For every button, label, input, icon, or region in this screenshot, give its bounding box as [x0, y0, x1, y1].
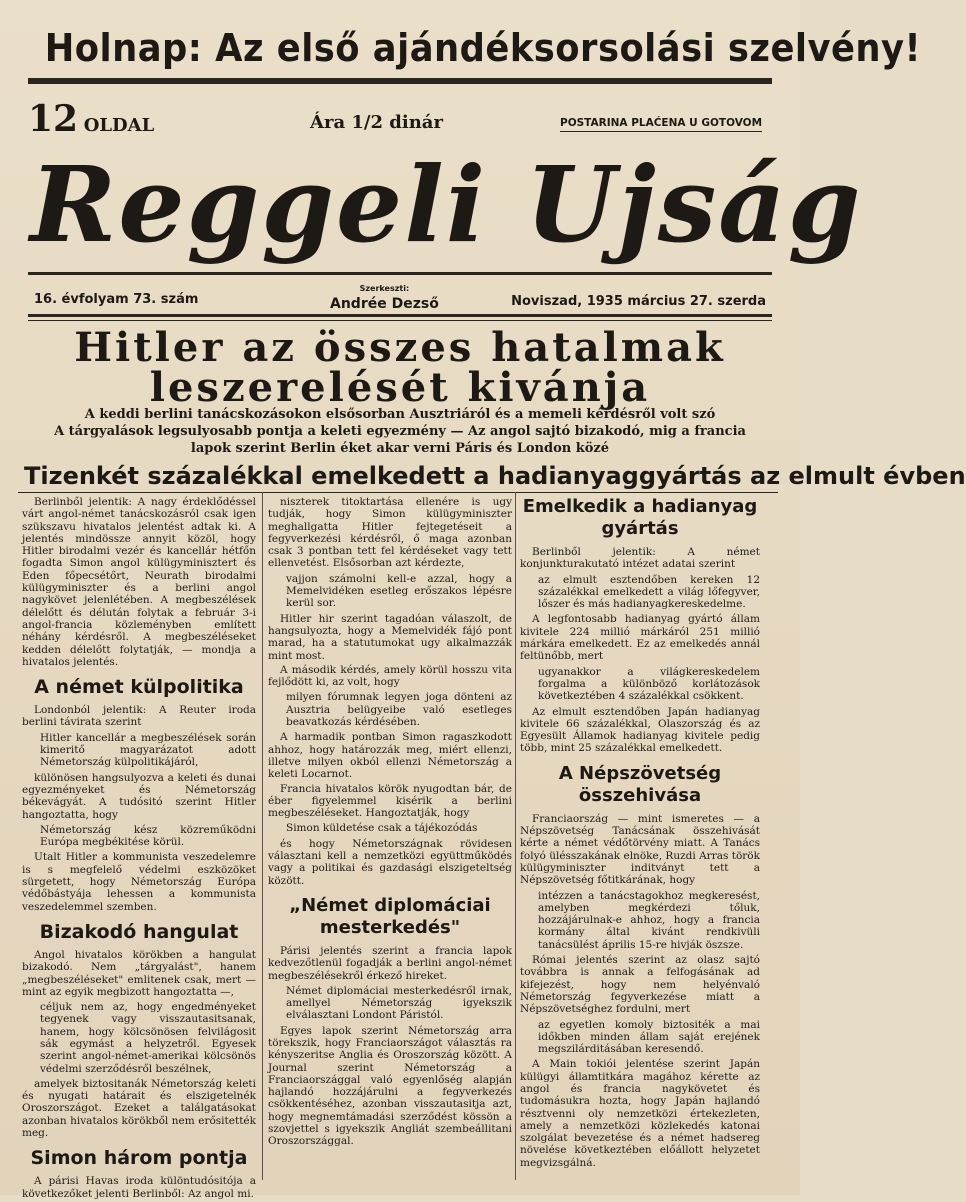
article-quote: Simon küldetése csak a tájékozódás: [286, 822, 478, 835]
section-heading: Emelkedik a hadianyag gyártás: [522, 496, 758, 539]
price: Ára 1/2 dinár: [310, 112, 443, 133]
section-heading: A Népszövetség összehivása: [558, 762, 722, 806]
column-divider-2: [515, 492, 516, 1180]
article-paragraph: A Main tokiói jelentése szerint Japán külügyi államtitkára magához kérette az angol és francia nagykövetet és tudomásukra hozta, hogy Japán hajlandó résztvenni oly nemzetközi értekezleten, amely a nemzetközi közlekedés katonai szolgálat bevezetése és a német hadsereg növelése következtében előállott helyzetet megvizsgálná.: [520, 1058, 760, 1169]
article-paragraph: Franciaország — mint ismeretes — a Népszövetség Tanácsának összehivását kérte a német védőtörvény miatt. A Tanács folyó ülésszakának elnöke, Ruzdi Arras török külügyminiszter inditványt tett a Népszövetség főtitkárának, hogy: [520, 812, 760, 887]
editor-name: Andrée Dezső: [330, 296, 439, 312]
section-heading: „Német diplomáciai mesterkedés": [289, 894, 491, 938]
column-2: [268, 496, 512, 1150]
article-quote: ugyanakkor a világkereskedelem forgalma a különböző korlátozások következtében 4 százalékkal csökkent.: [538, 665, 760, 703]
main-subheadline: [20, 406, 780, 457]
article-paragraph: Utalt Hitler a kommunista veszedelemre is s megfelelő védelmi eszközöket sürgetett, hogy Németország Európa védőbástyája lehessen a kommunista veszedelemmel szemben.: [22, 851, 256, 913]
article-paragraph: Római jelentés szerint az olasz sajtó továbbra is annak a felfogásának ad kifejezést, hogy nem helyénvaló Németország fegyverkezése miatt a Népszövetséghez fordulni, mert: [520, 954, 760, 1016]
article-paragraph: amelyek biztositanák Németország keleti és nyugati határait és elszigetelnék Oroszországot. Ezeket a találgatásokat azonban hivatalos körökből nem erősitették meg.: [22, 1077, 256, 1140]
editor-label: Szerkeszti:: [359, 284, 410, 293]
page-count-unit: OLDAL: [83, 115, 155, 136]
article-paragraph: Berlinből jelentik: A nagy érdeklődéssel várt angol-német tanácskozásról csak igen szükszavu hivatalos jelentést adtak ki. A jelentés mindössze annyit közöl, hogy Hitler birodalmi vezér és kancellár hétfőn fogadta Simon angol külügyminisztert és Eden főpecsétőrt, Neurath birodalmi külügyminiszter és a berlini angol nagykövet jelenlétében. A megbeszélések délelőtt és délután folytak a február 3-i angol-francia közleményben említett néhány kérdésről. A megbeszéléseket kedden délelőtt folytatják, — mondja a hivatalos jelentés.: [22, 496, 256, 668]
banner-headline: Holnap: Az első ajándéksorsolási szelvény!: [44, 26, 922, 70]
article-quote: milyen fórumnak legyen joga dönteni az Ausztria belügyeibe való esetleges beavatkozás kérdésében.: [286, 691, 512, 729]
main-headline-line1: Hitler az összes hatalmak: [74, 324, 726, 371]
section-heading: Bizakodó hangulat: [39, 920, 239, 943]
dateline: Noviszad, 1935 március 27. szerda: [511, 294, 766, 309]
page-count: [28, 98, 154, 140]
masthead-rule: [28, 272, 772, 275]
article-quote: céljuk nem az, hogy engedményeket tegyenek vagy visszautasitsanak, hanem, hogy kölcsönösen felvilágosit sák egymást a helyzetről. Egyesek szerint angol-német-amerikai kölcsönös védelmi szerződésről beszélnek,: [40, 1001, 256, 1075]
article-quote: intézzen a tanácstagokhoz megkeresést, amelyben megkérdezi tőluk, hozzájárulnak-e ahhoz, hogy a francia kormány által kivánt rendkivüli tanácsülést április 15-re hivják öszsze.: [538, 889, 760, 951]
article-quote: Németország kész közreműködni Európa megbékitése körül.: [40, 823, 256, 849]
postage-note: POSTARINA PLAĆENA U GOTOVOM: [560, 117, 762, 132]
article-quote: vajjon számolni kell-e azzal, hogy a Memelvidéken esetleg erőszakos lépésre kerül sor.: [286, 572, 512, 610]
main-headline: [30, 324, 770, 411]
article-quote: az egyetlen komoly biztositék a mai időkben minden állam saját erejének megszilárditásában keresendő.: [538, 1018, 760, 1056]
banner-rule: [28, 78, 772, 84]
secondary-headline: Tizenkét százalékkal emelkedett a hadianyaggyártás az elmult évben: [24, 462, 966, 490]
subheadline-1: A keddi berlini tanácskozásokon elsősorban Ausztriáról és a memeli kérdésről volt szó: [84, 407, 716, 422]
masthead-title: Reggeli Ujság: [30, 143, 863, 266]
article-quote: az elmult esztendőben kereken 12 százalékkal emelkedett a világ lőfegyver, lőszer és más hadianyagkereskedelme.: [538, 573, 760, 611]
editor-credit: [330, 284, 439, 312]
article-paragraph: Francia hivatalos körök nyugodtan bár, de éber figyelemmel kisérik a berlini megbeszéléseket. Hangoztatják, hogy: [268, 782, 512, 820]
article-paragraph: Hitler hir szerint tagadóan válaszolt, de hangsulyozta, hogy a Memelvidék fájó pont marad, ha a statutumokat ugy alkalmazzák mint most.: [268, 612, 512, 662]
article-paragraph: Londonból jelentik: A Reuter iroda berlini távirata szerint: [22, 704, 256, 729]
issue-number: 16. évfolyam 73. szám: [34, 292, 199, 307]
article-paragraph: különösen hangsulyozva a keleti és dunai egyezményeket és Németország békevágyát. A tudósitó szerint Hitler hangoztatta, hogy: [22, 771, 256, 821]
article-paragraph: Az elmult esztendőben Japán hadianyag kivitele 66 százalékkal, Olaszország és az Egyesült Államok hadianyag kivitele pedig több, mint 25 százalékkal emelkedett.: [520, 705, 760, 755]
article-paragraph: Angol hivatalos körökben a hangulat bizakodó. Nem „tárgyalást", hanem „megbeszéléseket" emlitenek csak, mert — mint az egyik megbizott hangoztatta —,: [22, 948, 256, 998]
columns-top-rule: [18, 492, 778, 493]
section-heading: A német külpolitika: [34, 676, 244, 699]
main-headline-line2: leszerelését kivánja: [149, 364, 651, 411]
article-paragraph: Berlinből jelentik: A német konjunkturakutató intézet adatai szerint: [520, 546, 760, 571]
article-paragraph: Párisi jelentés szerint a francia lapok kedvezőtlenül fogadják a berlini angol-német megbeszélésekről érkező hireket.: [268, 944, 512, 982]
page-count-number: 12: [28, 98, 79, 140]
dateline-rule: [28, 314, 772, 317]
article-paragraph: Egyes lapok szerint Németország arra törekszik, hogy Franciaországot választás ra kényszeritse Anglia és Oroszország között. A Journal szerint Németország a Franciaországgal való egyenlőség alapján hajlandó hozzájárulni a fegyverkezés csökkentéséhez, azonban visszautasitja azt, hogy megnemtámadási szerződést kössön a szovjettel s igyekszik Angliát szembeállitani Oroszországgal.: [268, 1024, 512, 1148]
article-quote: Német diplomáciai mesterkedésről irnak, amellyel Németország igyekszik elválasztani Londont Páristól.: [286, 984, 512, 1022]
article-paragraph: A legfontosabb hadianyag gyártó állam kivitele 224 millió márkáról 251 millió márkára emelkedett. Ez az emelkedés annál feltünőbb, mert: [520, 613, 760, 663]
article-paragraph: niszterek titoktartása ellenére is ugy tudják, hogy Simon külügyminiszter meghallgatta Hitler fejtegetéseit a fegyverkezési kérdésről, ő maga azonban csak 3 pontban tett fel kérdéseket vagy tett ellenvetést. Elsősorban azt kérdezte,: [268, 496, 512, 570]
subheadline-2: A tárgyalások legsulyosabb pontja a keleti egyezmény — Az angol sajtó bizakodó, mig a francia: [54, 424, 746, 439]
column-3: [520, 496, 760, 1171]
column-1: [22, 496, 256, 1202]
article-paragraph: A harmadik pontban Simon ragaszkodott ahhoz, hogy határozzák meg, miért ellenzi, illetve milyen okból ellenzi Németország a keleti Locarnot.: [268, 731, 512, 781]
article-paragraph: A párisi Havas iroda különtudósitója a következőket jelenti Berlinből: Az angol mi.: [22, 1175, 256, 1200]
article-paragraph: és hogy Németországnak rövidesen választani kell a nemzetközi együttműködés vagy a politikai és gazdasági elszigeteltség között.: [268, 837, 512, 887]
subheadline-3: lapok szerint Berlin éket akar verni Páris és London közé: [190, 441, 610, 456]
dateline-rule-thin: [28, 320, 772, 321]
section-heading: Simon három pontja: [30, 1147, 248, 1170]
article-paragraph: A második kérdés, amely körül hosszu vita fejlődött ki, az volt, hogy: [268, 663, 512, 689]
column-divider-1: [262, 492, 263, 1180]
article-quote: Hitler kancellár a megbeszélések során kimeritő magyarázatot adott Németország külpolitikájáról,: [40, 731, 256, 769]
